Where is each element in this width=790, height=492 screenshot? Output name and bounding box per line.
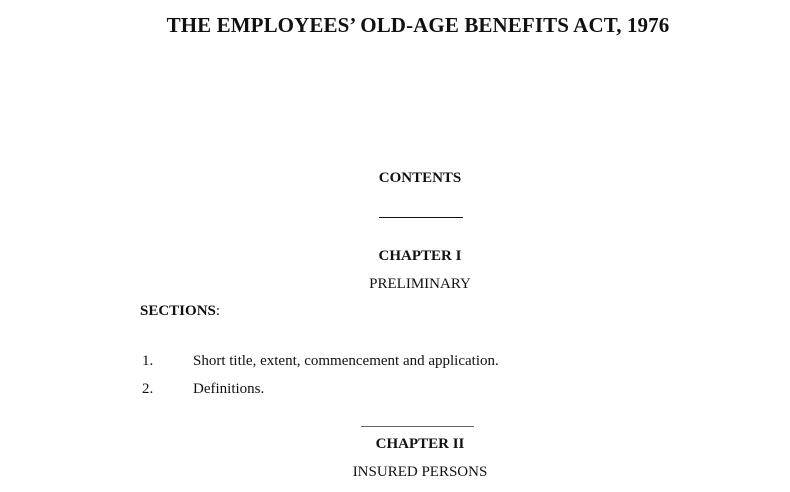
chapter-subtitle-2: INSURED PERSONS — [352, 464, 488, 480]
contents-heading: CONTENTS — [378, 170, 462, 186]
section-number: 1. — [142, 353, 154, 369]
sections-label — [140, 303, 220, 320]
sections-label-text: SECTIONS — [140, 303, 216, 319]
section-title: Short title, extent, commencement and application. — [193, 353, 499, 369]
chapter-subtitle-1: PRELIMINARY — [369, 276, 471, 292]
chapter-heading-2: CHAPTER II — [375, 436, 465, 452]
chapter-divider — [361, 426, 474, 427]
sections-label-colon: : — [215, 303, 221, 319]
chapter-heading-1: CHAPTER I — [378, 248, 462, 264]
document-title: THE EMPLOYEES’ OLD-AGE BENEFITS ACT, 1976 — [166, 13, 670, 37]
contents-divider — [379, 217, 463, 218]
section-number: 2. — [142, 381, 154, 397]
section-title: Definitions. — [193, 381, 265, 397]
